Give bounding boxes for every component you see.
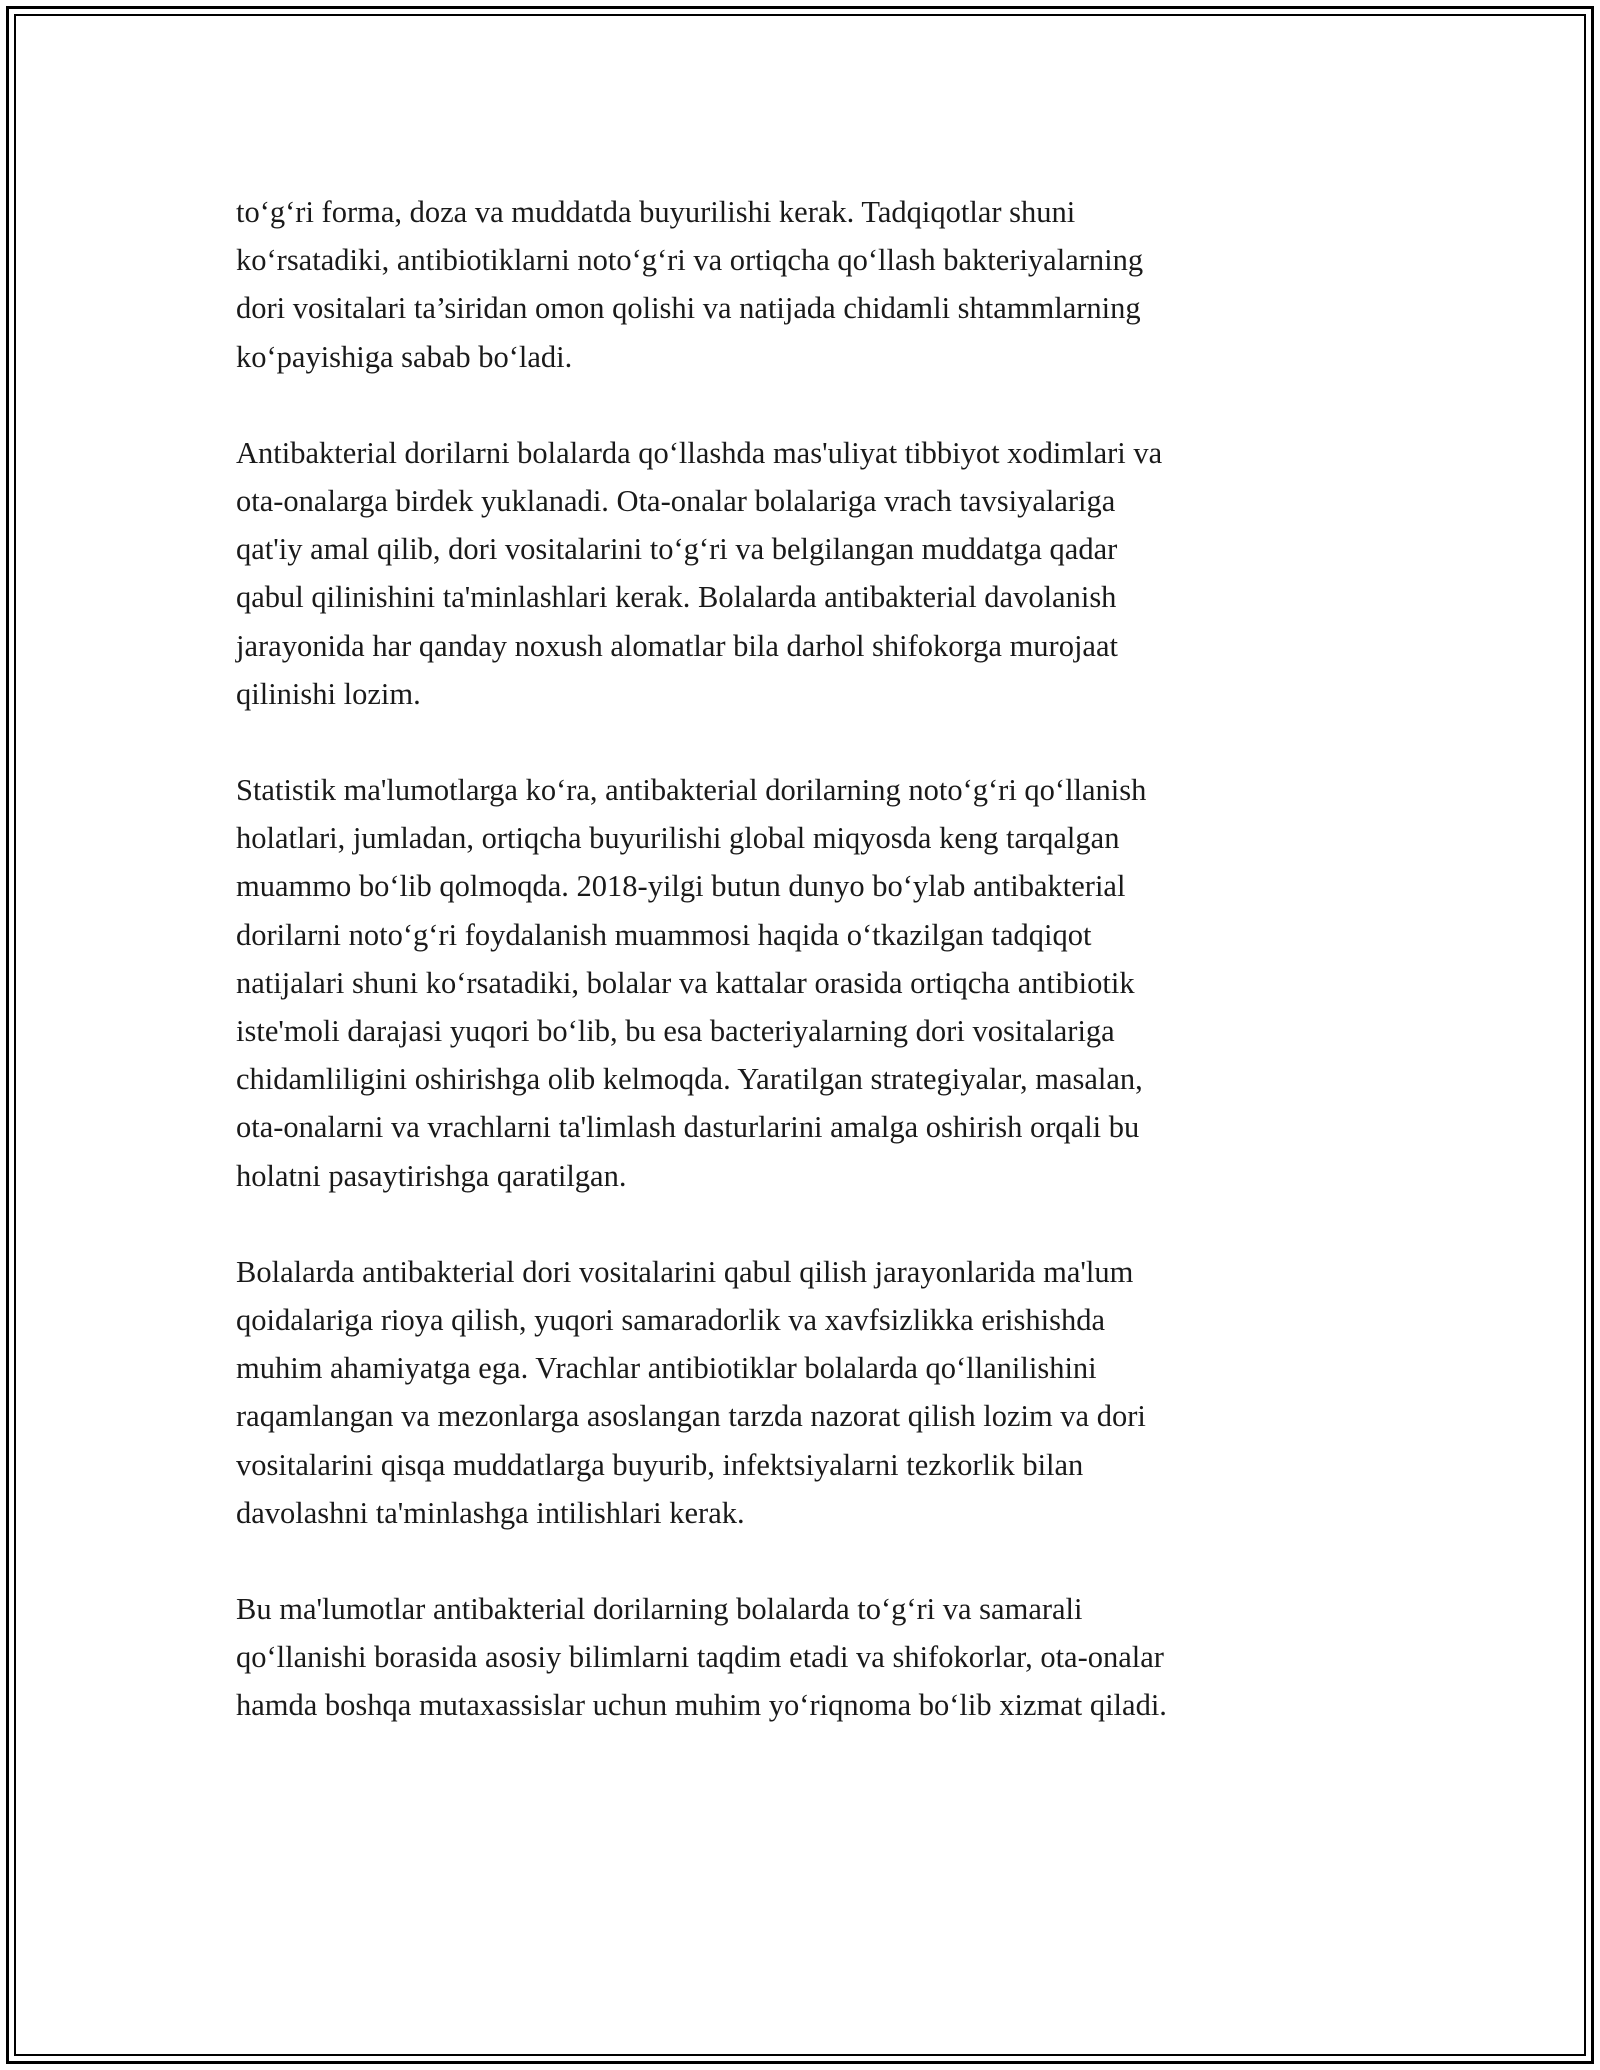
paragraph-2 xyxy=(236,429,1376,718)
text-line: ota-onalarga birdek yuklanadi. Ota-onalar bolalariga vrach tavsiyalariga xyxy=(236,484,1116,519)
text-line: vositalarini qisqa muddatlarga buyurib, infektsiyalarni tezkorlik bilan xyxy=(236,1447,1084,1482)
text-line: Bolalarda antibakterial dori vositalarini qabul qilish jarayonlarida ma'lum xyxy=(236,1254,1134,1289)
text-line: chidamliligini oshirishga olib kelmoqda. Yaratilgan strategiyalar, masalan, xyxy=(236,1062,1143,1097)
text-line: qilinishi lozim. xyxy=(236,676,421,711)
text-line: holatni pasaytirishga qaratilgan. xyxy=(236,1158,627,1193)
text-line: muammo bo‘lib qolmoqda. 2018-yilgi butun dunyo bo‘ylab antibakterial xyxy=(236,869,1126,904)
paragraph-1 xyxy=(236,188,1376,381)
paragraph-3 xyxy=(236,766,1376,1200)
text-line: davolashni ta'minlashga intilishlari kerak. xyxy=(236,1495,745,1530)
text-line: muhim ahamiyatga ega. Vrachlar antibiotiklar bolalarda qo‘llanilishini xyxy=(236,1351,1097,1386)
text-line: Bu ma'lumotlar antibakterial dorilarning bolalarda to‘g‘ri va samarali xyxy=(236,1592,1083,1627)
text-line: to‘g‘ri forma, doza va muddatda buyurilishi kerak. Tadqiqotlar shuni xyxy=(236,195,1076,229)
text-line: natijalari shuni ko‘rsatadiki, bolalar va kattalar orasida ortiqcha antibiotik xyxy=(236,965,1135,1000)
paragraph-4 xyxy=(236,1248,1376,1537)
document-body xyxy=(236,188,1376,1778)
text-line: jarayonida har qanday noxush alomatlar bila darhol shifokorga murojaat xyxy=(236,628,1118,663)
text-line: dorilarni noto‘g‘ri foydalanish muammosi haqida o‘tkazilgan tadqiqot xyxy=(236,917,1092,952)
text-line: Statistik ma'lumotlarga ko‘ra, antibakterial dorilarning noto‘g‘ri qo‘llanish xyxy=(236,773,1147,808)
text-line: ko‘payishiga sabab bo‘ladi. xyxy=(236,339,573,374)
text-line: qo‘llanishi borasida asosiy bilimlarni taqdim etadi va shifokorlar, ota-onalar xyxy=(236,1640,1164,1675)
text-line: ota-onalarni va vrachlarni ta'limlash dasturlarini amalga oshirish orqali bu xyxy=(236,1110,1140,1145)
text-line: qabul qilinishini ta'minlashlari kerak. Bolalarda antibakterial davolanish xyxy=(236,580,1117,615)
text-line: Antibakterial dorilarni bolalarda qo‘llashda mas'uliyat tibbiyot xodimlari va xyxy=(236,435,1163,470)
text-line: qat'iy amal qilib, dori vositalarini to‘g‘ri va belgilangan muddatga qadar xyxy=(236,532,1118,567)
paragraph-5 xyxy=(236,1585,1376,1730)
text-line: holatlari, jumladan, ortiqcha buyurilishi global miqyosda keng tarqalgan xyxy=(236,821,1120,856)
text-line: hamda boshqa mutaxassislar uchun muhim yo‘riqnoma bo‘lib xizmat qiladi. xyxy=(236,1688,1167,1723)
text-line: raqamlangan va mezonlarga asoslangan tarzda nazorat qilish lozim va dori xyxy=(236,1399,1146,1434)
text-line: qoidalariga rioya qilish, yuqori samaradorlik va xavfsizlikka erishishda xyxy=(236,1303,1106,1338)
text-line: iste'moli darajasi yuqori bo‘lib, bu esa bacteriyalarning dori vositalariga xyxy=(236,1014,1115,1049)
text-line: dori vositalari ta’siridan omon qolishi va natijada chidamli shtammlarning xyxy=(236,291,1141,326)
text-line: ko‘rsatadiki, antibiotiklarni noto‘g‘ri va ortiqcha qo‘llash bakteriyalarning xyxy=(236,243,1144,278)
